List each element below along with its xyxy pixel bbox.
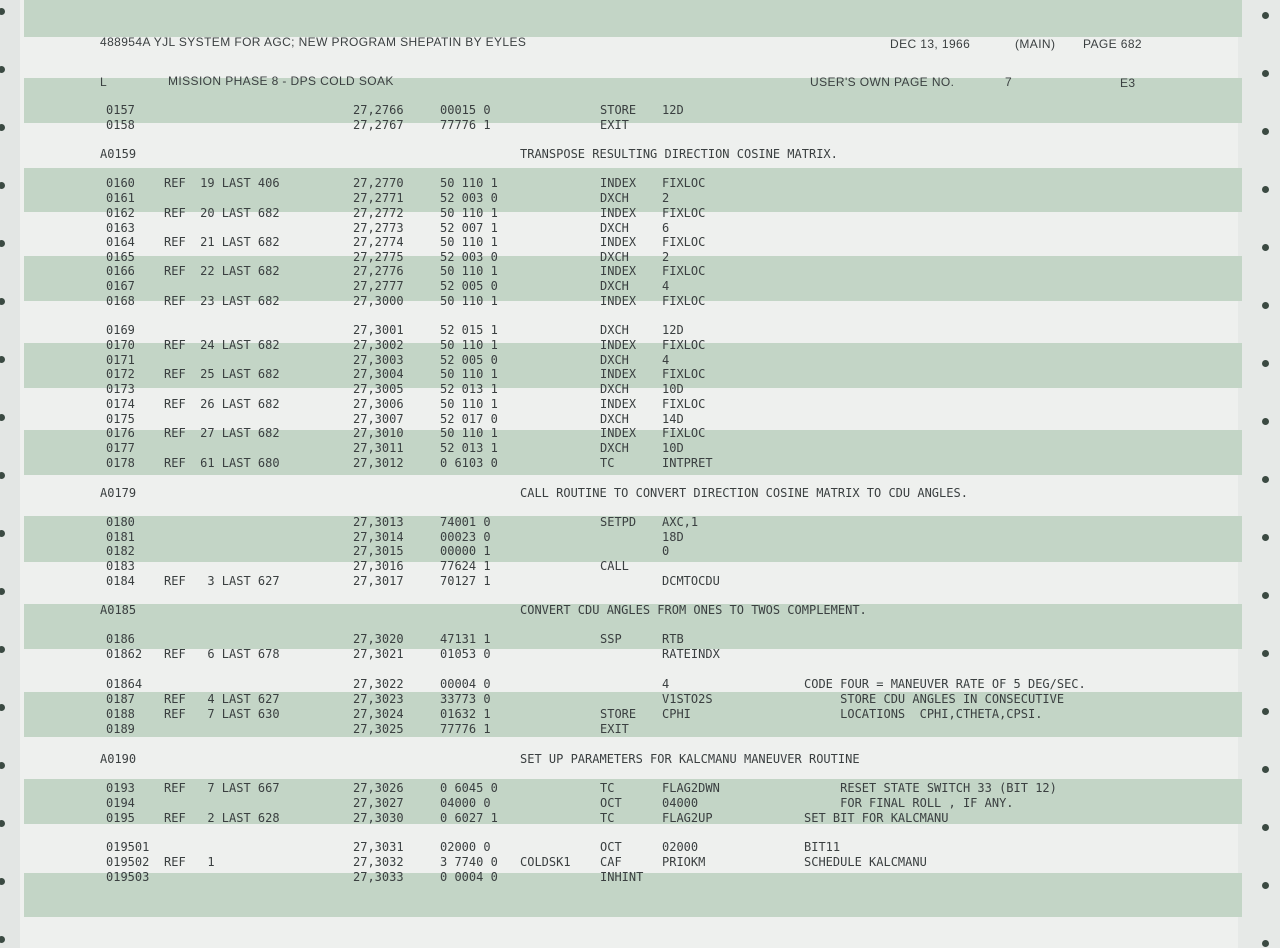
octal-word: 0 6103 0: [440, 456, 498, 470]
operand: PRIOKM: [662, 855, 706, 869]
opcode: DXCH: [600, 441, 629, 455]
octal-word: 0 6027 1: [440, 811, 498, 825]
opcode: OCT: [600, 840, 622, 854]
opcode: TC: [600, 811, 615, 825]
operand: 0: [662, 544, 670, 558]
address: 27,3006: [353, 397, 404, 411]
tractor-hole: [1262, 940, 1269, 947]
line-number: 0172: [106, 367, 135, 381]
address: 27,3020: [353, 632, 404, 646]
section-comment: CONVERT CDU ANGLES FROM ONES TO TWOS COMPLEMENT.: [520, 603, 867, 617]
address: 27,3000: [353, 294, 404, 308]
octal-word: 50 110 1: [440, 206, 498, 220]
ref-info: REF 26 LAST 682: [164, 397, 280, 411]
line-number: 0164: [106, 235, 135, 249]
address: 27,3011: [353, 441, 404, 455]
opcode: INDEX: [600, 294, 637, 308]
opcode: TC: [600, 781, 615, 795]
tractor-hole: [1262, 824, 1269, 831]
operand: AXC,1: [662, 515, 699, 529]
line-number: 0163: [106, 221, 135, 235]
address: 27,2767: [353, 118, 404, 132]
address: 27,3016: [353, 559, 404, 573]
tractor-hole: [1262, 534, 1269, 541]
opcode: TC: [600, 456, 615, 470]
address: 27,3004: [353, 367, 404, 381]
octal-word: 00004 0: [440, 677, 491, 691]
opcode: DXCH: [600, 250, 629, 264]
line-number: 0189: [106, 722, 135, 736]
ref-info: REF 24 LAST 682: [164, 338, 280, 352]
line-number: 0173: [106, 382, 135, 396]
green-bar: [24, 0, 1242, 37]
ref-info: REF 2 LAST 628: [164, 811, 280, 825]
operand: DCMTOCDU: [662, 574, 720, 588]
opcode: INDEX: [600, 206, 637, 220]
tractor-hole: [1262, 650, 1269, 657]
opcode: INDEX: [600, 264, 637, 278]
opcode: INHINT: [600, 870, 644, 884]
opcode: DXCH: [600, 353, 629, 367]
address: 27,3033: [353, 870, 404, 884]
address: 27,3026: [353, 781, 404, 795]
comment: FOR FINAL ROLL , IF ANY.: [804, 796, 1014, 810]
octal-word: 01053 0: [440, 647, 491, 661]
tractor-hole: [1262, 128, 1269, 135]
operand: FLAG2UP: [662, 811, 713, 825]
operand: 6: [662, 221, 670, 235]
line-number: 0195: [106, 811, 135, 825]
opcode: INDEX: [600, 176, 637, 190]
opcode: EXIT: [600, 722, 629, 736]
tractor-hole: [1262, 418, 1269, 425]
octal-word: 00000 1: [440, 544, 491, 558]
octal-word: 00023 0: [440, 530, 491, 544]
address: 27,2771: [353, 191, 404, 205]
operand: 2: [662, 250, 670, 264]
address: 27,2777: [353, 279, 404, 293]
operand: 04000: [662, 796, 699, 810]
opcode: STORE: [600, 103, 637, 117]
octal-word: 70127 1: [440, 574, 491, 588]
octal-word: 50 110 1: [440, 294, 498, 308]
line-number: 0181: [106, 530, 135, 544]
line-number: 019502: [106, 855, 150, 869]
line-number: 01862: [106, 647, 143, 661]
line-number: 019501: [106, 840, 150, 854]
date: DEC 13, 1966: [890, 37, 971, 51]
opcode: DXCH: [600, 221, 629, 235]
operand: FIXLOC: [662, 338, 706, 352]
address: 27,3002: [353, 338, 404, 352]
comment: CODE FOUR = MANEUVER RATE OF 5 DEG/SEC.: [804, 677, 1086, 691]
address: 27,3017: [353, 574, 404, 588]
comment: BIT11: [804, 840, 841, 854]
operand: 02000: [662, 840, 699, 854]
tractor-hole: [1262, 708, 1269, 715]
ref-info: REF 22 LAST 682: [164, 264, 280, 278]
mission-title: MISSION PHASE 8 - DPS COLD SOAK: [168, 74, 394, 88]
opcode: DXCH: [600, 412, 629, 426]
address: 27,3025: [353, 722, 404, 736]
opcode: INDEX: [600, 397, 637, 411]
tractor-hole: [1262, 302, 1269, 309]
operand: 14D: [662, 412, 684, 426]
address: 27,2775: [353, 250, 404, 264]
operand: CPHI: [662, 707, 691, 721]
address: 27,3021: [353, 647, 404, 661]
line-number: 0187: [106, 692, 135, 706]
ref-info: REF 61 LAST 680: [164, 456, 280, 470]
operand: RTB: [662, 632, 684, 646]
operand: FIXLOC: [662, 426, 706, 440]
operand: FIXLOC: [662, 397, 706, 411]
line-number: 01864: [106, 677, 143, 691]
address: 27,3013: [353, 515, 404, 529]
line-number: 0178: [106, 456, 135, 470]
octal-word: 52 005 0: [440, 279, 498, 293]
tractor-hole: [1262, 244, 1269, 251]
ref-info: REF 1: [164, 855, 215, 869]
line-number: 0194: [106, 796, 135, 810]
ref-info: REF 19 LAST 406: [164, 176, 280, 190]
opcode: INDEX: [600, 338, 637, 352]
octal-word: 52 005 0: [440, 353, 498, 367]
line-number: 0167: [106, 279, 135, 293]
operand: FLAG2DWN: [662, 781, 720, 795]
comment: LOCATIONS CPHI,CTHETA,CPSI.: [804, 707, 1043, 721]
line-number: A0190: [100, 752, 137, 766]
comment: SCHEDULE KALCMANU: [804, 855, 927, 869]
operand: 4: [662, 279, 670, 293]
ref-info: REF 25 LAST 682: [164, 367, 280, 381]
address: 27,3031: [353, 840, 404, 854]
octal-word: 00015 0: [440, 103, 491, 117]
opcode: EXIT: [600, 118, 629, 132]
right-margin-strip: [1238, 0, 1280, 948]
opcode: DXCH: [600, 382, 629, 396]
octal-word: 3 7740 0: [440, 855, 498, 869]
octal-word: 50 110 1: [440, 176, 498, 190]
octal-word: 52 003 0: [440, 191, 498, 205]
octal-word: 0 6045 0: [440, 781, 498, 795]
address: 27,2776: [353, 264, 404, 278]
label: COLDSK1: [520, 855, 571, 869]
ref-info: REF 6 LAST 678: [164, 647, 280, 661]
ref-info: REF 27 LAST 682: [164, 426, 280, 440]
operand: FIXLOC: [662, 206, 706, 220]
operand: 2: [662, 191, 670, 205]
octal-word: 77624 1: [440, 559, 491, 573]
address: 27,3015: [353, 544, 404, 558]
octal-word: 47131 1: [440, 632, 491, 646]
operand: FIXLOC: [662, 367, 706, 381]
line-number: 0184: [106, 574, 135, 588]
comment: RESET STATE SWITCH 33 (BIT 12): [804, 781, 1057, 795]
tractor-hole: [1262, 186, 1269, 193]
line-number: 0180: [106, 515, 135, 529]
user-page-number: 7: [1005, 75, 1013, 89]
operand: 10D: [662, 441, 684, 455]
operand: FIXLOC: [662, 235, 706, 249]
octal-word: 77776 1: [440, 722, 491, 736]
line-number: A0185: [100, 603, 137, 617]
page-code: E3: [1120, 76, 1136, 90]
line-number: 0158: [106, 118, 135, 132]
ref-info: REF 4 LAST 627: [164, 692, 280, 706]
octal-word: 50 110 1: [440, 338, 498, 352]
address: 27,2770: [353, 176, 404, 190]
address: 27,3001: [353, 323, 404, 337]
octal-word: 74001 0: [440, 515, 491, 529]
operand: FIXLOC: [662, 294, 706, 308]
operand: INTPRET: [662, 456, 713, 470]
ref-info: REF 20 LAST 682: [164, 206, 280, 220]
l-mark: L: [100, 75, 108, 89]
comment: STORE CDU ANGLES IN CONSECUTIVE: [804, 692, 1065, 706]
line-number: A0159: [100, 147, 137, 161]
line-number: 0193: [106, 781, 135, 795]
line-number: 0166: [106, 264, 135, 278]
operand: FIXLOC: [662, 264, 706, 278]
opcode: STORE: [600, 707, 637, 721]
line-number: 0169: [106, 323, 135, 337]
operand: 4: [662, 677, 670, 691]
tractor-hole: [1262, 70, 1269, 77]
line-number: 0186: [106, 632, 135, 646]
line-number: 0157: [106, 103, 135, 117]
ref-info: REF 7 LAST 667: [164, 781, 280, 795]
tractor-hole: [1262, 12, 1269, 19]
address: 27,2774: [353, 235, 404, 249]
octal-word: 50 110 1: [440, 426, 498, 440]
opcode: CAF: [600, 855, 622, 869]
operand: V1STO2S: [662, 692, 713, 706]
section-label: (MAIN): [1015, 37, 1056, 51]
line-number: 0162: [106, 206, 135, 220]
line-number: 0176: [106, 426, 135, 440]
opcode: INDEX: [600, 367, 637, 381]
tractor-hole: [1262, 882, 1269, 889]
line-number: 0175: [106, 412, 135, 426]
address: 27,3022: [353, 677, 404, 691]
ref-info: REF 7 LAST 630: [164, 707, 280, 721]
operand: 18D: [662, 530, 684, 544]
address: 27,3003: [353, 353, 404, 367]
octal-word: 52 015 1: [440, 323, 498, 337]
octal-word: 77776 1: [440, 118, 491, 132]
line-number: 0183: [106, 559, 135, 573]
opcode: SSP: [600, 632, 622, 646]
line-number: 0165: [106, 250, 135, 264]
section-comment: CALL ROUTINE TO CONVERT DIRECTION COSINE MATRIX TO CDU ANGLES.: [520, 486, 968, 500]
octal-word: 0 0004 0: [440, 870, 498, 884]
line-number: A0179: [100, 486, 137, 500]
address: 27,3012: [353, 456, 404, 470]
page-number: PAGE 682: [1083, 37, 1143, 51]
ref-info: REF 3 LAST 627: [164, 574, 280, 588]
address: 27,3014: [353, 530, 404, 544]
octal-word: 52 007 1: [440, 221, 498, 235]
opcode: DXCH: [600, 279, 629, 293]
octal-word: 52 013 1: [440, 441, 498, 455]
tractor-hole: [1262, 592, 1269, 599]
operand: RATEINDX: [662, 647, 720, 661]
octal-word: 33773 0: [440, 692, 491, 706]
opcode: INDEX: [600, 426, 637, 440]
tractor-hole: [1262, 360, 1269, 367]
line-number: 0182: [106, 544, 135, 558]
octal-word: 02000 0: [440, 840, 491, 854]
octal-word: 04000 0: [440, 796, 491, 810]
octal-word: 01632 1: [440, 707, 491, 721]
octal-word: 50 110 1: [440, 367, 498, 381]
address: 27,3024: [353, 707, 404, 721]
operand: FIXLOC: [662, 176, 706, 190]
operand: 12D: [662, 103, 684, 117]
octal-word: 52 017 0: [440, 412, 498, 426]
line-number: 0161: [106, 191, 135, 205]
line-number: 0177: [106, 441, 135, 455]
section-comment: SET UP PARAMETERS FOR KALCMANU MANEUVER ROUTINE: [520, 752, 860, 766]
opcode: DXCH: [600, 323, 629, 337]
comment: SET BIT FOR KALCMANU: [804, 811, 949, 825]
address: 27,2773: [353, 221, 404, 235]
address: 27,3023: [353, 692, 404, 706]
ref-info: REF 23 LAST 682: [164, 294, 280, 308]
job-header: 488954A YJL SYSTEM FOR AGC; NEW PROGRAM SHEPATIN BY EYLES: [100, 35, 527, 49]
opcode: DXCH: [600, 191, 629, 205]
address: 27,2766: [353, 103, 404, 117]
tractor-hole: [1262, 476, 1269, 483]
address: 27,3005: [353, 382, 404, 396]
octal-word: 50 110 1: [440, 397, 498, 411]
section-comment: TRANSPOSE RESULTING DIRECTION COSINE MATRIX.: [520, 147, 838, 161]
address: 27,3030: [353, 811, 404, 825]
octal-word: 52 003 0: [440, 250, 498, 264]
line-number: 0170: [106, 338, 135, 352]
address: 27,3007: [353, 412, 404, 426]
operand: 12D: [662, 323, 684, 337]
line-number: 0168: [106, 294, 135, 308]
octal-word: 52 013 1: [440, 382, 498, 396]
line-number: 0188: [106, 707, 135, 721]
address: 27,2772: [353, 206, 404, 220]
octal-word: 50 110 1: [440, 264, 498, 278]
opcode: CALL: [600, 559, 629, 573]
octal-word: 50 110 1: [440, 235, 498, 249]
ref-info: REF 21 LAST 682: [164, 235, 280, 249]
line-number: 0171: [106, 353, 135, 367]
line-number: 0174: [106, 397, 135, 411]
user-page-label: USER'S OWN PAGE NO.: [810, 75, 955, 89]
opcode: INDEX: [600, 235, 637, 249]
line-number: 0160: [106, 176, 135, 190]
address: 27,3032: [353, 855, 404, 869]
opcode: SETPD: [600, 515, 637, 529]
opcode: OCT: [600, 796, 622, 810]
line-number: 019503: [106, 870, 150, 884]
operand: 4: [662, 353, 670, 367]
operand: 10D: [662, 382, 684, 396]
tractor-hole: [1262, 766, 1269, 773]
address: 27,3010: [353, 426, 404, 440]
address: 27,3027: [353, 796, 404, 810]
